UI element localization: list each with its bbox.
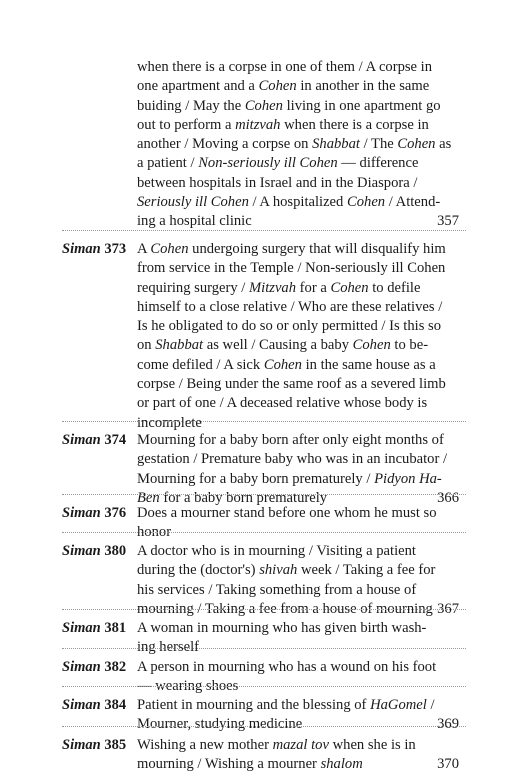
siman-label: Siman 382 <box>62 659 127 675</box>
description-line: his services / Taking something from a house of <box>137 581 417 598</box>
description-line: ing herself <box>137 639 200 656</box>
description-line: Seriously ill Cohen / A hospitalized Cohen / Attend- <box>137 194 441 211</box>
description-line: another / Moving a corpse on Shabbat / The Cohen as <box>137 136 452 153</box>
description-line: A woman in mourning who has given birth wash- <box>137 620 427 636</box>
description-line: on Shabbat as well / Causing a baby Cohen to be- <box>137 337 429 354</box>
page-number: 369 <box>437 716 459 733</box>
siman-label: Siman 384 <box>62 697 127 713</box>
description-line: come defiled / A sick Cohen in the same house as a <box>137 356 436 373</box>
entry-description <box>137 542 436 619</box>
description-line: Does a mourner stand before one whom he must so <box>137 505 437 521</box>
page-number: 370 <box>437 756 459 773</box>
entry-divider <box>62 421 466 422</box>
entry-description <box>137 736 414 775</box>
siman-label: Siman 376 <box>62 505 127 521</box>
description-line: from service in the Temple / Non-seriously ill Cohen <box>137 260 446 277</box>
description-line: Mourning for a baby born after only eight months of <box>137 432 444 448</box>
description-line: Is he obligated to do so or only permitted / Is this so <box>137 318 442 335</box>
entry-divider <box>62 230 466 231</box>
description-line: when there is a corpse in one of them / A corpse in <box>137 59 433 75</box>
page-number: 357 <box>437 213 459 230</box>
entry-description <box>137 240 446 433</box>
description-line: incomplete <box>137 414 202 431</box>
page-number: 367 <box>437 600 459 617</box>
description-line: mourning / Wishing a mourner shalom <box>137 756 363 773</box>
description-line: Wishing a new mother mazal tov when she is in <box>137 737 416 753</box>
description-line: ing a hospital clinic <box>137 213 252 230</box>
siman-label: Siman 374 <box>62 432 127 448</box>
entry-divider <box>62 609 466 610</box>
description-line: buiding / May the Cohen living in one apartment go <box>137 97 441 114</box>
description-line: Ben for a baby born prematurely <box>137 489 328 506</box>
entry-description <box>137 619 427 658</box>
page-number: 366 <box>437 489 459 506</box>
entry-divider <box>62 648 466 649</box>
siman-label: Siman 373 <box>62 241 127 257</box>
description-line: mourning / Taking a fee from a house of mourning <box>137 600 433 617</box>
description-line: himself to a close relative / Who are these relatives / <box>137 298 443 315</box>
description-line: one apartment and a Cohen in another in the same <box>137 78 430 95</box>
description-line: honor <box>137 524 172 541</box>
entry-divider <box>62 494 466 495</box>
description-line: Patient in mourning and the blessing of HaGomel / <box>137 697 435 713</box>
description-line: gestation / Premature baby who was in an incubator / <box>137 451 448 468</box>
description-line: A person in mourning who has a wound on his foot <box>137 659 437 675</box>
description-line: A Cohen undergoing surgery that will disqualify him <box>137 241 446 257</box>
description-line: — wearing shoes <box>137 678 239 695</box>
siman-label: Siman 381 <box>62 620 127 636</box>
description-line: requiring surgery / Mitzvah for a Cohen to defile <box>137 279 421 296</box>
siman-label: Siman 385 <box>62 737 127 753</box>
entry-divider <box>62 686 466 687</box>
description-line: Mourning for a baby born prematurely / Pidyon Ha- <box>137 470 442 487</box>
description-line: between hospitals in Israel and in the Diaspora / <box>137 174 418 191</box>
description-line: corpse / Being under the same roof as a severed limb <box>137 376 446 393</box>
entry-description <box>137 658 437 697</box>
entry-description <box>137 504 437 543</box>
description-line: Mourner, studying medicine <box>137 716 303 733</box>
description-line: out to perform a mitzvah when there is a corpse in <box>137 116 429 133</box>
description-line: during the (doctor's) shivah week / Taking a fee for <box>137 562 436 579</box>
entry-description <box>137 696 435 735</box>
description-line: a patient / Non-seriously ill Cohen — difference <box>137 155 419 172</box>
description-line: or part of one / A deceased relative whose body is <box>137 395 428 412</box>
siman-label: Siman 380 <box>62 543 127 559</box>
description-line: A doctor who is in mourning / Visiting a patient <box>137 543 416 559</box>
entry-divider <box>62 532 466 533</box>
entry-divider <box>62 726 466 727</box>
